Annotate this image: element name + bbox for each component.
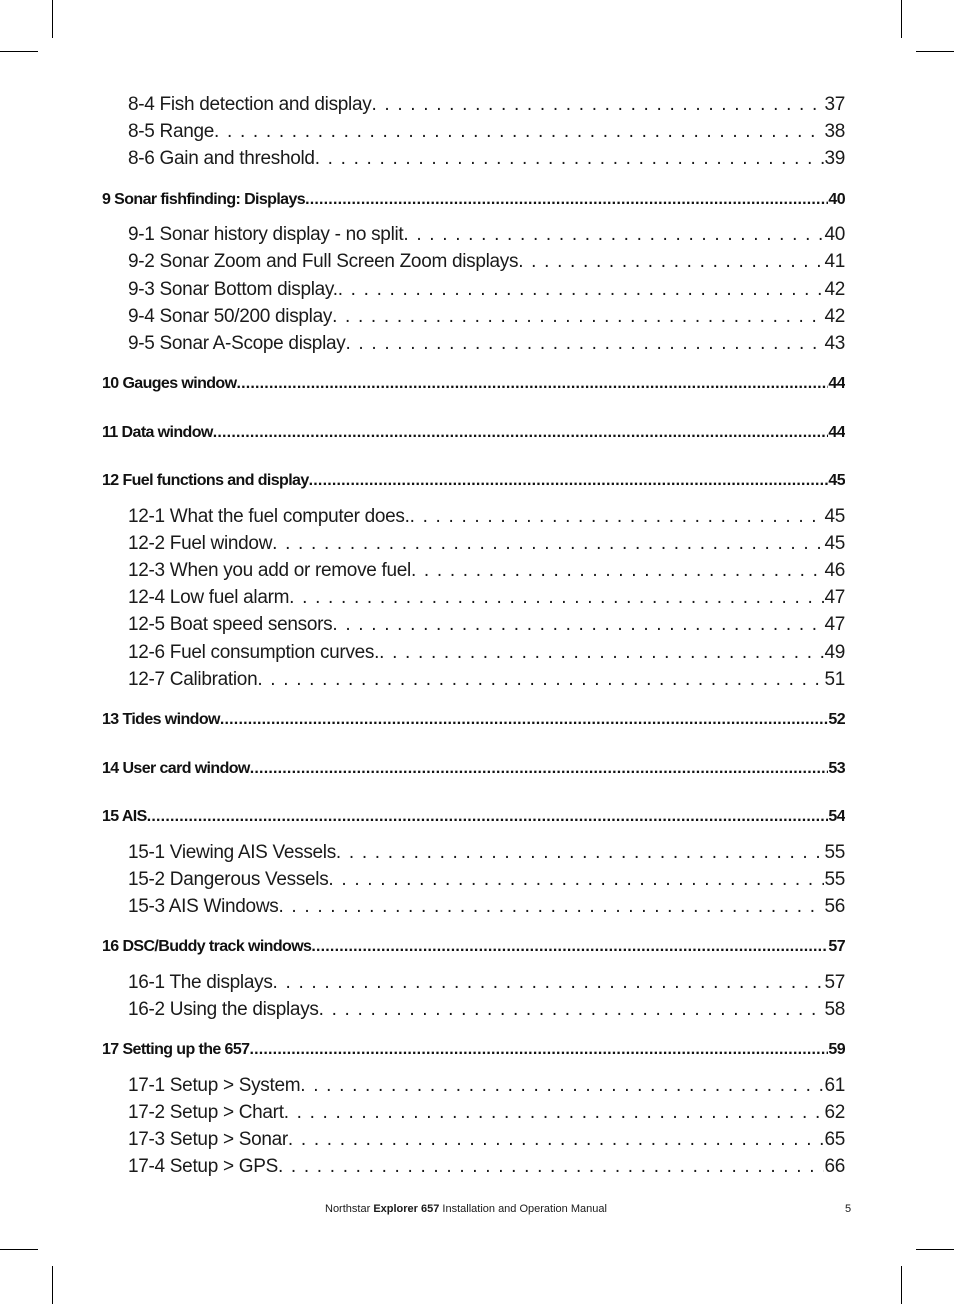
- toc-dot-leader: [345, 333, 824, 355]
- toc-dot-leader: [249, 1041, 828, 1059]
- toc-section-entry[interactable]: [128, 669, 845, 691]
- toc-entry-page: 47: [824, 587, 845, 608]
- crop-mark: [901, 1266, 902, 1304]
- toc-chapter-entry[interactable]: [102, 938, 845, 956]
- toc-dot-leader: [309, 472, 829, 490]
- toc-entry-page: 45: [828, 472, 845, 489]
- toc-entry-title: 15-2 Dangerous Vessels: [128, 869, 329, 890]
- toc-entry-page: 56: [824, 896, 845, 917]
- toc-chapter-entry[interactable]: [102, 760, 845, 778]
- toc-section-entry[interactable]: [128, 560, 845, 582]
- toc-section-entry[interactable]: [128, 1156, 845, 1178]
- footer-brand: Northstar: [325, 1203, 371, 1215]
- toc-section-entry[interactable]: [128, 869, 845, 891]
- toc-dot-leader: [379, 642, 824, 664]
- toc-dot-leader: [403, 224, 824, 246]
- page-footer: [0, 1203, 954, 1221]
- toc-entry-title: 17-2 Setup > Chart: [128, 1102, 284, 1123]
- toc-dot-leader: [250, 760, 829, 778]
- toc-dot-leader: [272, 533, 824, 555]
- toc-dot-leader: [213, 424, 829, 442]
- toc-section-entry[interactable]: [128, 614, 845, 636]
- toc-entry-title: 10 Gauges window: [102, 375, 237, 392]
- toc-dot-leader: [273, 972, 825, 994]
- footer-title: [325, 1203, 607, 1215]
- toc-entry-title: 12-4 Low fuel alarm: [128, 587, 290, 608]
- toc-section-entry[interactable]: [128, 1102, 845, 1124]
- toc-section-entry[interactable]: [128, 306, 845, 328]
- toc-chapter-entry[interactable]: [102, 375, 845, 393]
- toc-section-entry[interactable]: [128, 533, 845, 555]
- toc-entry-page: 40: [828, 191, 845, 208]
- toc-entry-page: 51: [824, 669, 845, 690]
- crop-mark: [0, 1249, 38, 1250]
- toc-entry-title: 15-1 Viewing AIS Vessels: [128, 842, 336, 863]
- toc-section-entry[interactable]: [128, 896, 845, 918]
- toc-entry-page: 62: [824, 1102, 845, 1123]
- toc-entry-page: 58: [824, 999, 845, 1020]
- toc-entry-title: 14 User card window: [102, 760, 250, 777]
- toc-entry-title: 11 Data window: [102, 424, 213, 441]
- toc-entry-title: 12-2 Fuel window: [128, 533, 273, 554]
- toc-section-entry[interactable]: [128, 251, 845, 273]
- toc-dot-leader: [332, 614, 824, 636]
- toc-entry-title: 8-6 Gain and threshold: [128, 148, 315, 169]
- toc-entry-title: 9-2 Sonar Zoom and Full Screen Zoom displays: [128, 251, 519, 272]
- toc-entry-page: 46: [824, 560, 845, 581]
- toc-entry-page: 44: [828, 375, 845, 392]
- toc-entry-title: 15 AIS: [102, 808, 147, 825]
- toc-dot-leader: [410, 506, 825, 528]
- toc-dot-leader: [289, 587, 824, 609]
- toc-chapter-entry[interactable]: [102, 191, 845, 209]
- toc-entry-title: 13 Tides window: [102, 711, 220, 728]
- toc-dot-leader: [288, 1129, 825, 1151]
- toc-dot-leader: [236, 375, 828, 393]
- toc-dot-leader: [278, 1156, 825, 1178]
- toc-dot-leader: [220, 711, 829, 729]
- toc-entry-page: 40: [824, 224, 845, 245]
- toc-section-entry[interactable]: [128, 842, 845, 864]
- toc-entry-page: 57: [828, 938, 845, 955]
- toc-section-entry[interactable]: [128, 1129, 845, 1151]
- toc-entry-page: 41: [824, 251, 845, 272]
- toc-dot-leader: [214, 121, 824, 143]
- toc-entry-page: 47: [824, 614, 845, 635]
- toc-entry-page: 42: [824, 279, 845, 300]
- toc-dot-leader: [518, 251, 824, 273]
- toc-entry-page: 66: [824, 1156, 845, 1177]
- toc-entry-page: 38: [824, 121, 845, 142]
- toc-entry-page: 59: [828, 1041, 845, 1058]
- toc-entry-page: 45: [824, 506, 845, 527]
- toc-entry-title: 16-1 The displays: [128, 972, 273, 993]
- toc-section-entry[interactable]: [128, 279, 845, 301]
- toc-entry-page: 43: [824, 333, 845, 354]
- toc-dot-leader: [332, 306, 824, 328]
- toc-dot-leader: [284, 1102, 825, 1124]
- toc-dot-leader: [319, 999, 825, 1021]
- toc-entry-page: 52: [828, 711, 845, 728]
- toc-section-entry[interactable]: [128, 224, 845, 246]
- toc-section-entry[interactable]: [128, 333, 845, 355]
- toc-entry-page: 57: [824, 972, 845, 993]
- toc-dot-leader: [257, 669, 824, 691]
- toc-entry-title: 17-1 Setup > System: [128, 1075, 301, 1096]
- toc-chapter-entry[interactable]: [102, 1041, 845, 1059]
- toc-entry-page: 42: [824, 306, 845, 327]
- toc-entry-title: 16-2 Using the displays: [128, 999, 319, 1020]
- toc-entry-page: 55: [824, 842, 845, 863]
- toc-dot-leader: [328, 869, 824, 891]
- toc-chapter-entry[interactable]: [102, 808, 845, 826]
- toc-chapter-entry[interactable]: [102, 711, 845, 729]
- toc-entry-page: 54: [828, 808, 845, 825]
- toc-entry-page: 65: [824, 1129, 845, 1150]
- toc-entry-page: 61: [824, 1075, 845, 1096]
- toc-entry-title: 12-5 Boat speed sensors: [128, 614, 333, 635]
- toc-chapter-entry[interactable]: [102, 424, 845, 442]
- toc-entry-title: 12-3 When you add or remove fuel: [128, 560, 411, 581]
- toc-section-entry[interactable]: [128, 999, 845, 1021]
- toc-entry-page: 44: [828, 424, 845, 441]
- toc-entry-title: 12-1 What the fuel computer does.: [128, 506, 410, 527]
- toc-section-entry[interactable]: [128, 121, 845, 143]
- toc-dot-leader: [315, 148, 825, 170]
- toc-entry-page: 53: [828, 760, 845, 777]
- toc-entry-title: 8-5 Range: [128, 121, 215, 142]
- toc-entry-title: 9-4 Sonar 50/200 display: [128, 306, 333, 327]
- toc-section-entry[interactable]: [128, 587, 845, 609]
- toc-section-entry[interactable]: [128, 94, 845, 116]
- toc-section-entry[interactable]: [128, 506, 845, 528]
- toc-entry-page: 55: [824, 869, 845, 890]
- toc-entry-title: 12 Fuel functions and display: [102, 472, 309, 489]
- page-number: 5: [845, 1203, 852, 1215]
- toc-entry-title: 15-3 AIS Windows: [128, 896, 279, 917]
- toc-entry-title: 9-5 Sonar A-Scope display: [128, 333, 346, 354]
- footer-model: Explorer 657: [373, 1203, 440, 1215]
- toc-entry-page: 37: [824, 94, 845, 115]
- toc-entry-title: 9-1 Sonar history display - no split: [128, 224, 404, 245]
- toc-dot-leader: [147, 808, 829, 826]
- toc-entry-page: 45: [824, 533, 845, 554]
- toc-entry-title: 17-4 Setup > GPS: [128, 1156, 278, 1177]
- crop-mark: [916, 1249, 954, 1250]
- footer-manual-label: Installation and Operation Manual: [442, 1203, 607, 1215]
- toc-entry-page: 39: [824, 148, 845, 169]
- toc-entry-title: 9 Sonar fishfinding: Displays: [102, 191, 306, 208]
- toc-dot-leader: [411, 560, 825, 582]
- toc-entry-title: 16 DSC/Buddy track windows: [102, 938, 312, 955]
- toc-section-entry[interactable]: [128, 642, 845, 664]
- toc-dot-leader: [305, 191, 828, 209]
- toc-dot-leader: [338, 279, 825, 301]
- toc-entry-page: 49: [824, 642, 845, 663]
- toc-dot-leader: [336, 842, 825, 864]
- toc-section-entry[interactable]: [128, 972, 845, 994]
- toc-chapter-entry[interactable]: [102, 472, 845, 490]
- toc-dot-leader: [300, 1075, 824, 1097]
- toc-entry-title: 12-6 Fuel consumption curves.: [128, 642, 380, 663]
- toc-dot-leader: [371, 94, 824, 116]
- toc-section-entry[interactable]: [128, 148, 845, 170]
- toc-entry-title: 17 Setting up the 657: [102, 1041, 250, 1058]
- toc-entry-title: 12-7 Calibration: [128, 669, 258, 690]
- toc-entry-title: 17-3 Setup > Sonar: [128, 1129, 288, 1150]
- toc-entry-title: 8-4 Fish detection and display: [128, 94, 372, 115]
- crop-mark: [52, 1266, 53, 1304]
- toc-dot-leader: [278, 896, 824, 918]
- toc-entry-title: 9-3 Sonar Bottom display.: [128, 279, 338, 300]
- toc-dot-leader: [311, 938, 828, 956]
- toc-section-entry[interactable]: [128, 1075, 845, 1097]
